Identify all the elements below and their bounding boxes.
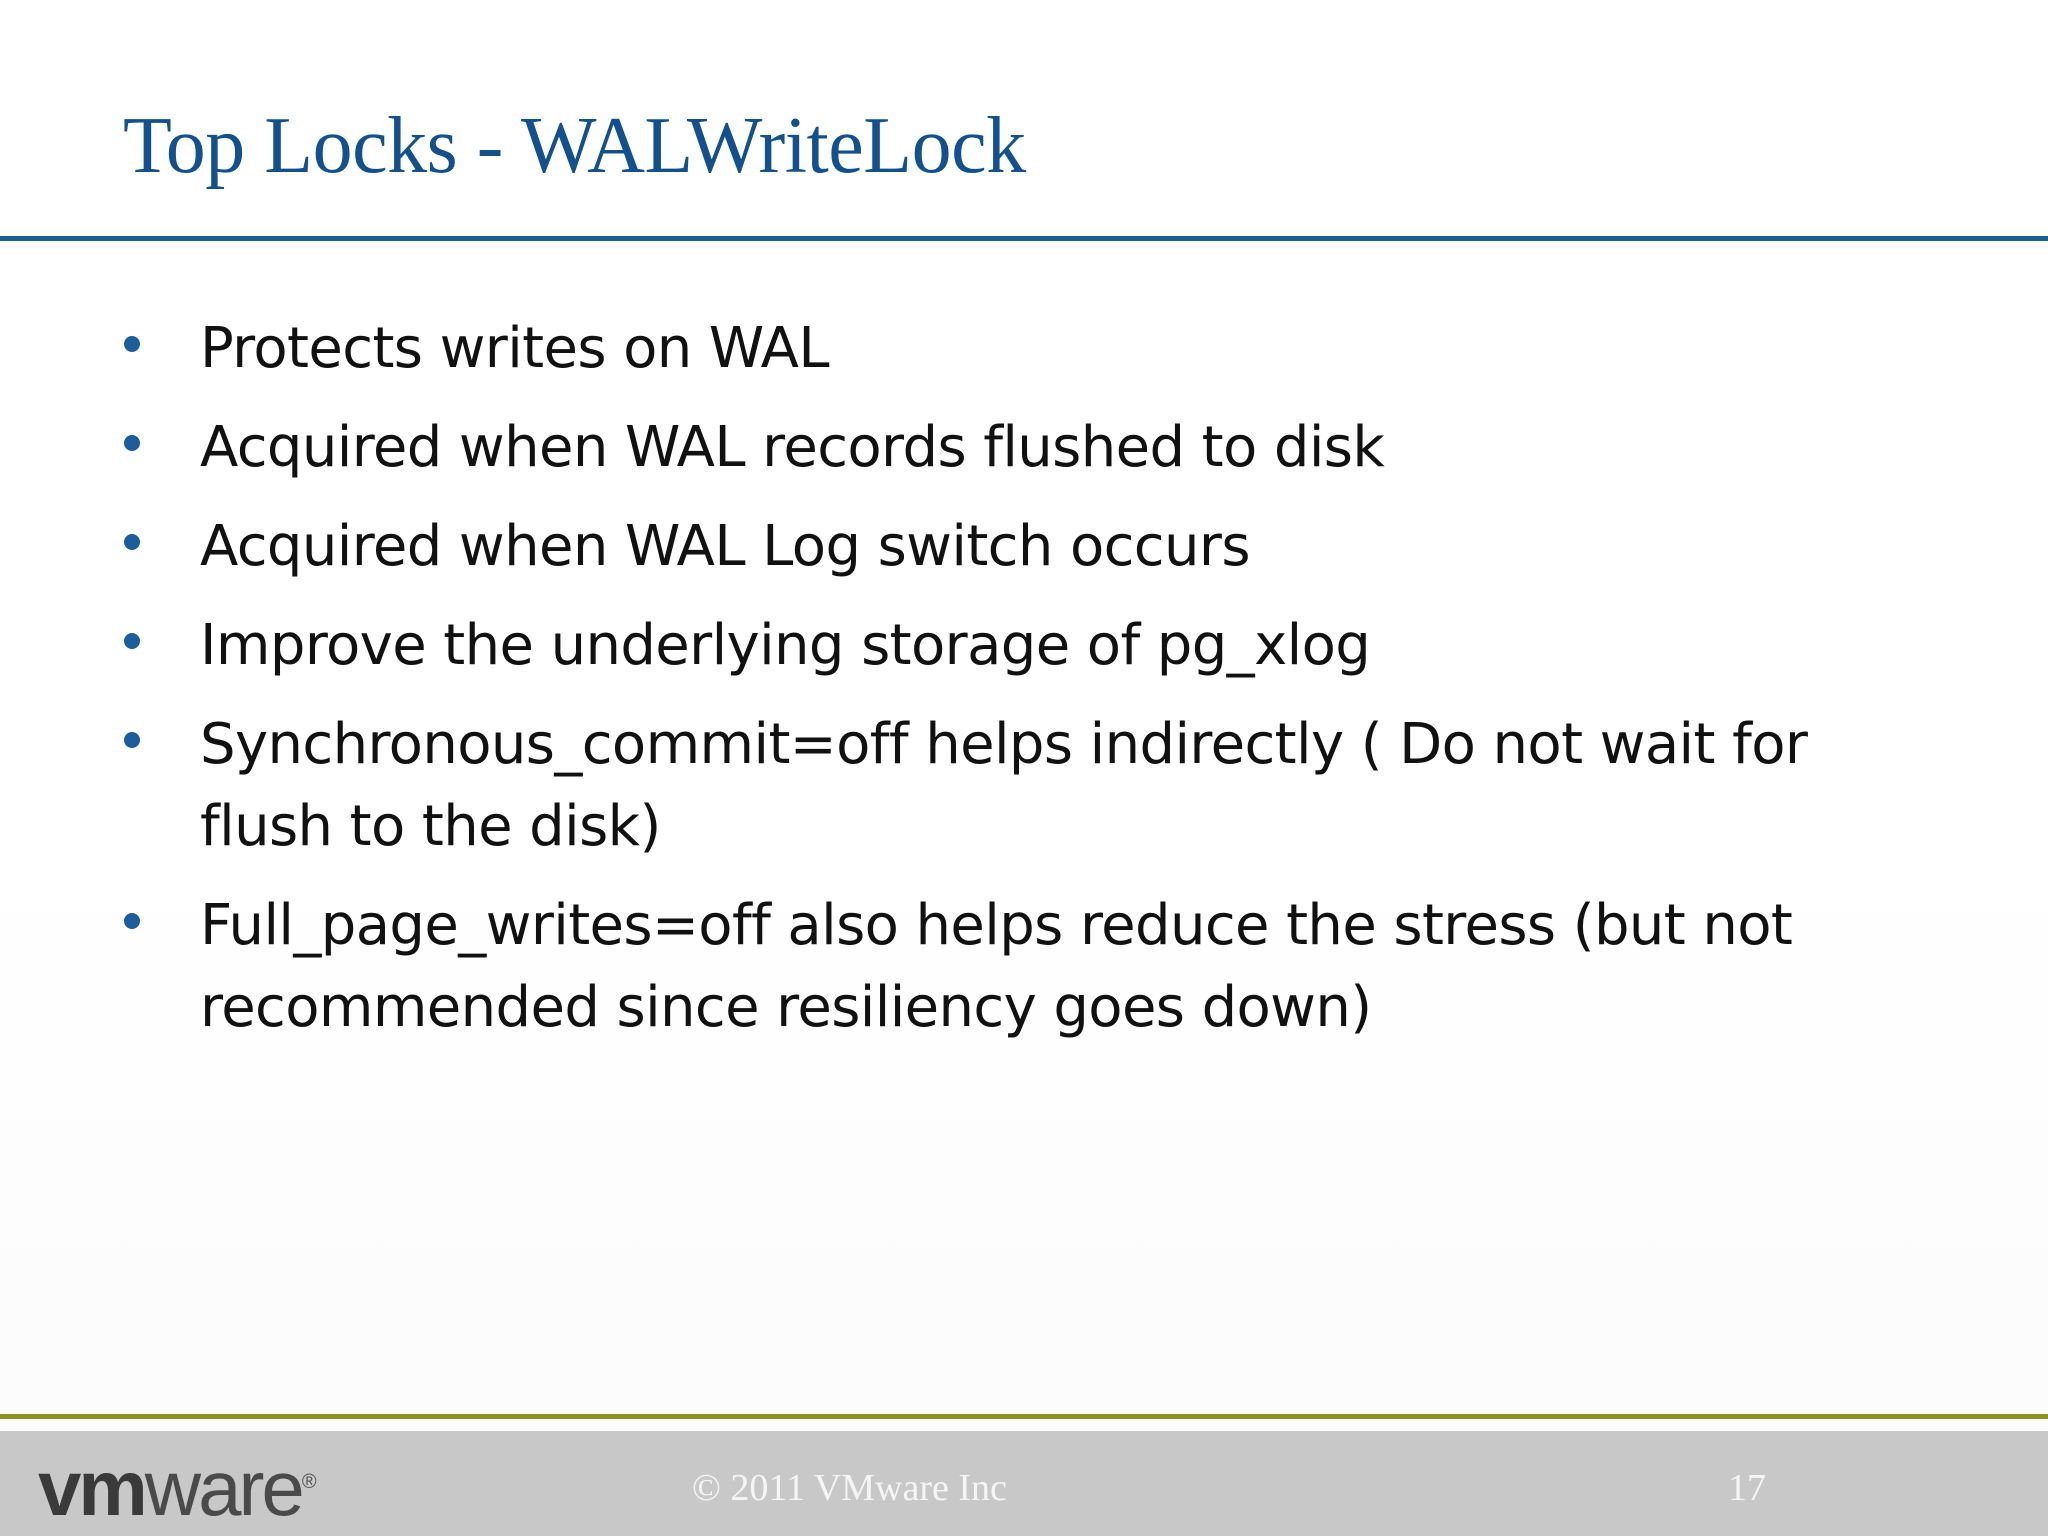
bullet-icon [124,336,140,352]
bullet-text: Synchronous_commit=off helps indirectly ( Do not wait for flush to the disk) [200,712,1808,859]
bullet-item [120,704,1880,868]
bullet-text: Acquired when WAL Log switch occurs [200,514,1250,579]
vmware-logo [38,1442,317,1532]
bullet-text: Acquired when WAL records flushed to disk [200,415,1385,480]
footer-divider [0,1414,2048,1419]
bullet-item [120,308,1880,390]
logo-vm-text: vm [38,1444,145,1532]
bullet-item [120,506,1880,588]
bullet-item [120,605,1880,687]
bullet-item [120,885,1880,1049]
page-number: 17 [1728,1467,1766,1509]
bullet-text: Protects writes on WAL [200,316,829,381]
bullet-list [120,308,1880,1066]
bullet-icon [124,435,140,451]
bullet-icon [124,534,140,550]
bullet-text: Improve the underlying storage of pg_xlog [200,613,1371,678]
bullet-item [120,407,1880,489]
bullet-icon [124,732,140,748]
bullet-icon [124,913,140,929]
title-divider [0,236,2048,241]
registered-mark: ® [301,1471,317,1493]
copyright-text: © 2011 VMware Inc [692,1467,1007,1509]
slide-title: Top Locks - WALWriteLock [123,102,1026,190]
logo-ware-text: ware [144,1444,302,1532]
bullet-icon [124,633,140,649]
bullet-text: Full_page_writes=off also helps reduce the stress (but not recommended since resiliency goes down) [200,893,1793,1040]
